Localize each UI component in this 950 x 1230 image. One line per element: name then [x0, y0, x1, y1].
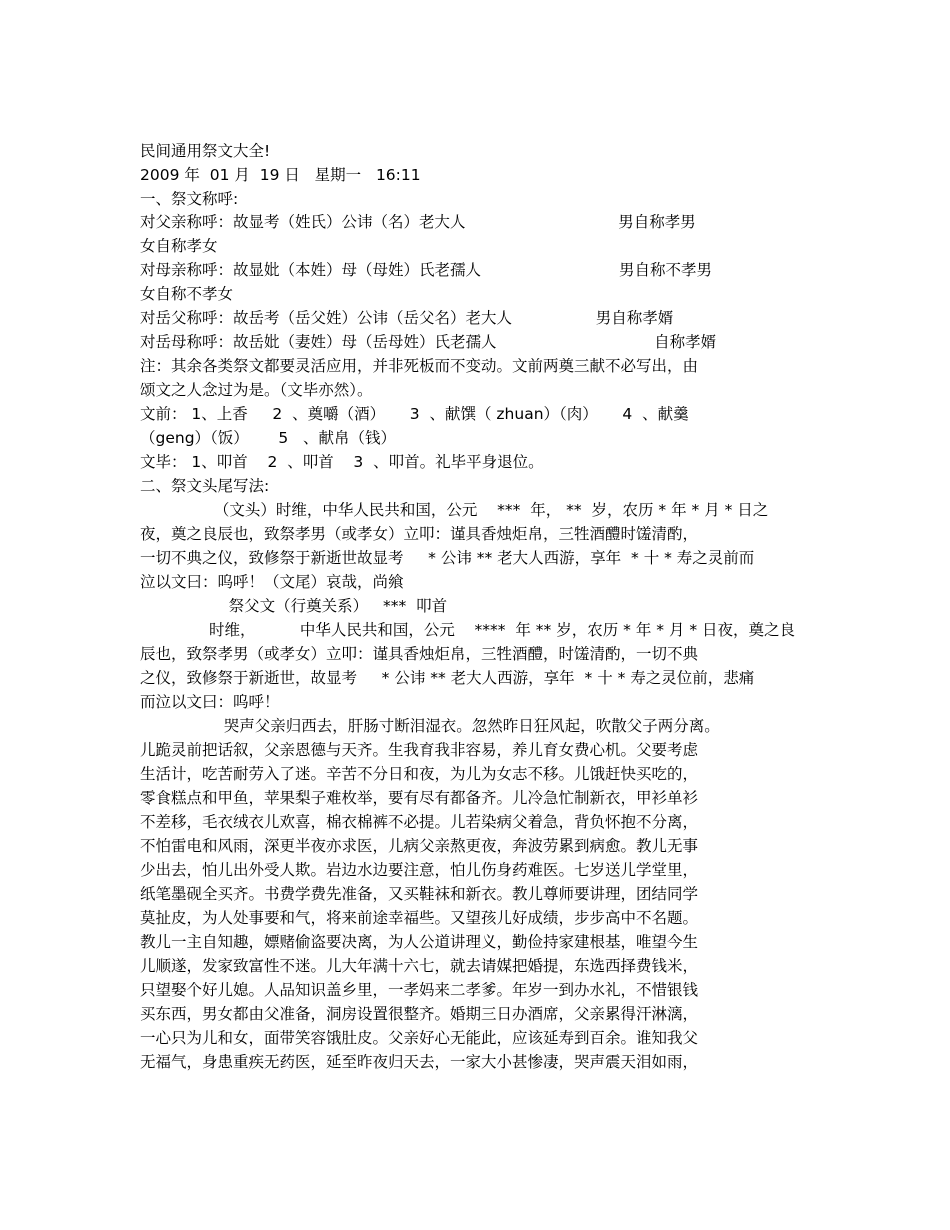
text-line: 不差移，毛衣绒衣儿欢喜，棉衣棉裤不必提。儿若染病父着急，背负怀抱不分离， — [140, 813, 699, 831]
text-line: 对岳母称呼：故岳妣（妻姓）母（岳母姓）氏老孺人 自称孝婿 — [140, 333, 717, 351]
text-line: 2009 年 01 月 19 日 星期一 16:11 — [140, 166, 421, 184]
text-line: 文毕： 1、叩首 2 、叩首 3 、叩首。礼毕平身退位。 — [140, 453, 544, 471]
text-line: 而泣以文曰：呜呼！ — [140, 693, 280, 711]
text-line: 对母亲称呼：故显妣（本姓）母（母姓）氏老孺人 男自称不孝男 — [140, 261, 712, 279]
text-line: 生活计，吃苦耐劳入了迷。辛苦不分日和夜，为儿为女志不移。儿饿赶快买吃的， — [140, 765, 699, 783]
text-line: 民间通用祭文大全! — [140, 142, 271, 160]
text-line: 二、祭文头尾写法: — [140, 477, 270, 495]
text-line: 夜，奠之良辰也，致祭孝男（或孝女）立叩：谨具香烛炬帛，三牲酒醴时馐清酌， — [140, 525, 699, 543]
text-line: 女自称不孝女 — [140, 285, 234, 303]
text-line: 无福气，身患重疾无药医，延至昨夜归天去，一家大小甚惨凄，哭声震天泪如雨， — [140, 1053, 699, 1071]
text-line: 一切不典之仪，致修祭于新逝世故显考 * 公讳 ** 老大人西游，享年 * 十 * 寿之灵前而 — [140, 549, 755, 567]
text-line: 文前： 1、上香 2 、奠嚼（酒） 3 、献馔（ zhuan）（肉） 4 、献羹 — [140, 405, 689, 423]
text-line: 一心只为儿和女，面带笑容饿肚皮。父亲好心无能此，应该延寿到百余。谁知我父 — [140, 1029, 699, 1047]
text-line: 祭父文（行奠关系） *** 叩首 — [140, 597, 448, 615]
text-line: 儿顺遂，发家致富性不迷。儿大年满十六七，就去请媒把婚提，东选西择费钱米， — [140, 957, 699, 975]
text-line: （文头）时维，中华人民共和国，公元 *** 年， ** 岁，农历 * 年 * 月 * 日之 — [140, 501, 769, 519]
text-line: 买东西，男女都由父准备，洞房设置很整齐。婚期三日办酒席，父亲累得汗淋漓， — [140, 1005, 699, 1023]
text-line: 时维， 中华人民共和国，公元 **** 年 ** 岁，农历 * 年 * 月 * 日夜，奠之良 — [140, 621, 796, 639]
text-line: 莫扯皮，为人处事要和气，将来前途幸福些。又望孩儿好成绩，步步高中不名题。 — [140, 909, 699, 927]
text-line: 泣以文曰：呜呼！（文尾）哀哉，尚飨 — [140, 573, 404, 591]
text-line: 对岳父称呼：故岳考（岳父姓）公讳（岳父名）老大人 男自称孝婿 — [140, 309, 674, 327]
text-line: 一、祭文称呼: — [140, 190, 239, 208]
text-line: 之仪，致修祭于新逝世，故显考 * 公讳 ** 老大人西游，享年 * 十 * 寿之灵位前，悲痛 — [140, 669, 755, 687]
text-line: 女自称孝女 — [140, 237, 218, 255]
text-line: 零食糕点和甲鱼，苹果梨子难枚举，要有尽有都备齐。儿冷急忙制新衣，甲衫单衫 — [140, 789, 699, 807]
text-line: 儿跪灵前把话叙，父亲恩德与天齐。生我育我非容易，养儿育女费心机。父要考虑 — [140, 741, 699, 759]
text-line: 对父亲称呼：故显考（姓氏）公讳（名）老大人 男自称孝男 — [140, 213, 696, 231]
text-line: 颂文之人念过为是。（文毕亦然）。 — [140, 381, 373, 399]
text-line: 注：其余各类祭文都要灵活应用，并非死板而不变动。文前两奠三献不必写出，由 — [140, 357, 699, 375]
text-line: 只望娶个好儿媳。人品知识盖乡里，一孝妈来二孝爹。年岁一到办水礼，不惜银钱 — [140, 981, 699, 999]
text-line: 不怕雷电和风雨，深更半夜亦求医，儿病父亲熬更夜，奔波劳累到病愈。教儿无事 — [140, 837, 699, 855]
text-line: （geng）（饭） 5 、献帛（钱） — [140, 429, 396, 447]
text-line: 纸笔墨砚全买齐。书费学费先准备，又买鞋袜和新衣。教儿尊师要讲理，团结同学 — [140, 885, 699, 903]
text-line: 哭声父亲归西去，肝肠寸断泪湿衣。忽然昨日狂风起，吹散父子两分离。 — [140, 717, 720, 735]
text-line: 教儿一主自知趣，嫖赌偷盗要决离，为人公道讲理义，勤俭持家建根基，唯望今生 — [140, 933, 699, 951]
text-line: 少出去，怕儿出外受人欺。岩边水边要注意，怕儿伤身药难医。七岁送儿学堂里， — [140, 861, 699, 879]
text-line: 辰也，致祭孝男（或孝女）立叩：谨具香烛炬帛，三牲酒醴，时馐清酌，一切不典 — [140, 645, 699, 663]
